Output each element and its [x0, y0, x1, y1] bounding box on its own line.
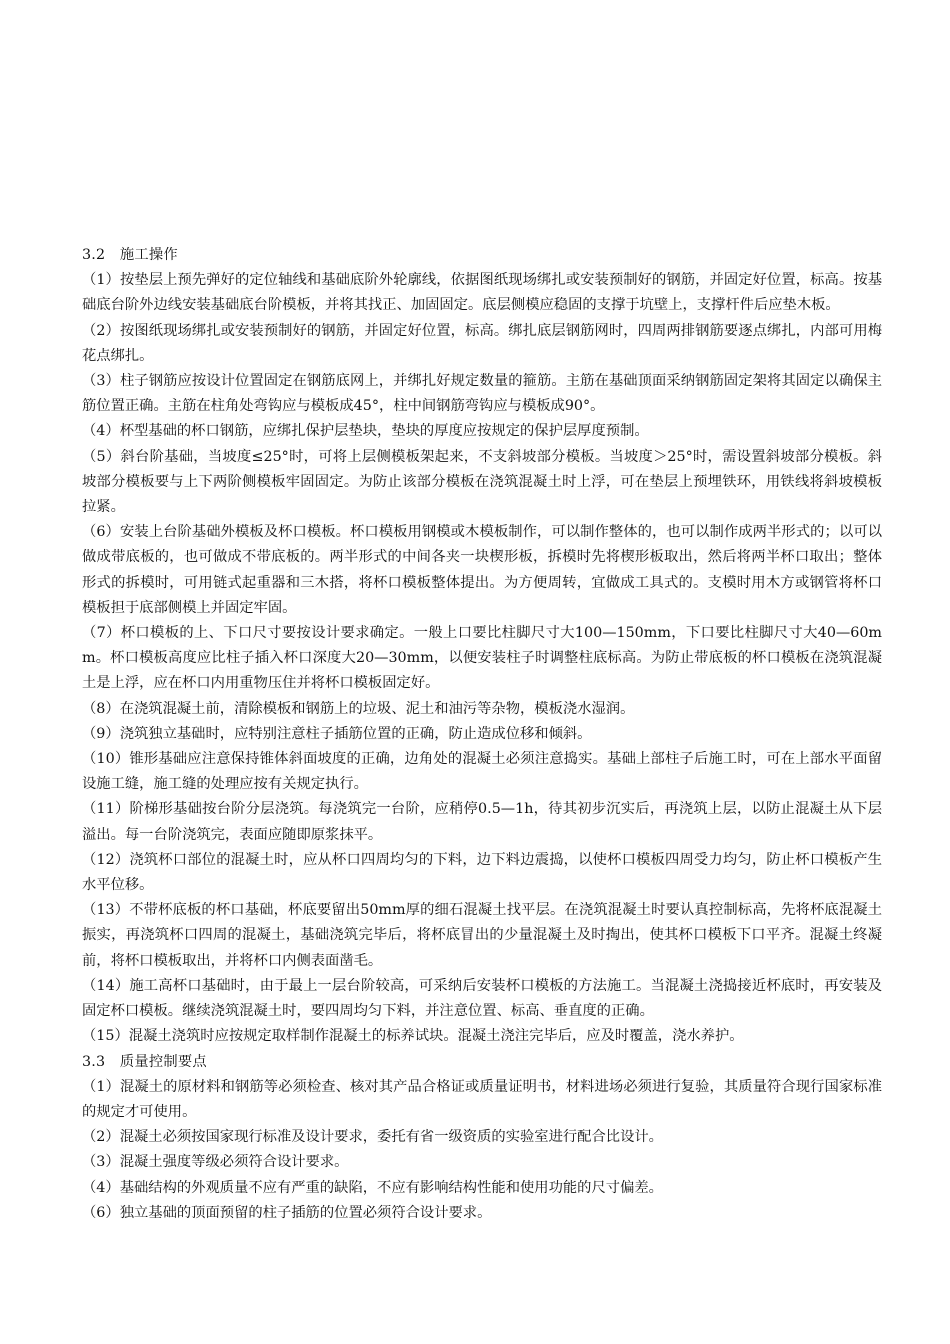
- paragraph-12: （12）浇筑杯口部位的混凝土时，应从杯口四周均匀的下料，边下料边震捣，以使杯口模板四周受力均匀，防止杯口模板产生水平位移。: [82, 851, 882, 894]
- paragraph-3: （3）柱子钢筋应按设计位置固定在钢筋底网上，并绑扎好规定数量的箍筋。主筋在基础顶面采纳钢筋固定架将其固定以确保主筋位置正确。主筋在柱角处弯钩应与模板成45°，柱中间钢筋弯钩应与模板成90°。: [82, 373, 882, 415]
- section-heading-quality-control: 3.3 质量控制要点: [82, 1053, 207, 1070]
- qc-paragraph-2: （2）混凝土必须按国家现行标准及设计要求，委托有省一级资质的实验室进行配合比设计。: [82, 1129, 663, 1146]
- paragraph-5: （5）斜台阶基础，当坡度≤25°时，可将上层侧模板架起来，不支斜坡部分模板。当坡度＞25°时，需设置斜坡部分模板。斜坡部分模板要与上下两阶侧模板牢固固定。为防止该部分模板在浇筑混凝土时上浮，可在垫层上预埋铁环，用铁线将斜坡模板拉紧。: [82, 448, 882, 516]
- paragraph-11: （11）阶梯形基础按台阶分层浇筑。每浇筑完一台阶，应稍停0.5—1h，待其初步沉实后，再浇筑上层，以防止混凝土从下层溢出。每一台阶浇筑完，表面应随即原浆抹平。: [82, 801, 882, 843]
- paragraph-10: （10）锥形基础应注意保持锥体斜面坡度的正确，边角处的混凝土必须注意捣实。基础上部柱子后施工时，可在上部水平面留设施工缝，施工缝的处理应按有关规定执行。: [82, 751, 882, 793]
- qc-paragraph-1: （1）混凝土的原材料和钢筋等必须检查、核对其产品合格证或质量证明书，材料进场必须进行复验，其质量符合现行国家标准的规定才可使用。: [82, 1078, 882, 1120]
- paragraph-6: （6）安装上台阶基础外模板及杯口模板。杯口模板用钢模或木模板制作，可以制作整体的，也可以制作成两半形式的；以可以做成带底板的，也可做成不带底板的。两半形式的中间各夹一块楔形板，拆模时先将楔形板取出，然后将两半杯口取出；整体形式的拆模时，可用链式起重器和三木搭，将杯口模板整体提出。为方便周转，宜做成工具式的。支模时用木方或钢管将杯口模板担于底部侧模上并固定牢固。: [82, 524, 882, 616]
- paragraph-2: （2）按图纸现场绑扎或安装预制好的钢筋，并固定好位置，标高。绑扎底层钢筋网时，四周两排钢筋要逐点绑扎，内部可用梅花点绑扎。: [82, 322, 882, 364]
- paragraph-14: （14）施工高杯口基础时，由于最上一层台阶较高，可采纳后安装杯口模板的方法施工。当混凝土浇捣接近杯底时，再安装及固定杯口模板。继续浇筑混凝土时，要四周均匀下料，并注意位置、标高、垂直度的正确。: [82, 977, 882, 1020]
- document-page: [82, 243, 882, 1226]
- paragraph-9: （9）浇筑独立基础时，应特别注意柱子插筋位置的正确，防止造成位移和倾斜。: [82, 725, 592, 742]
- paragraph-4: （4）杯型基础的杯口钢筋，应绑扎保护层垫块，垫块的厚度应按规定的保护层厚度预制。: [82, 423, 649, 440]
- section-heading-construction-operation: 3.2 施工操作: [82, 247, 178, 263]
- paragraph-15: （15）混凝土浇筑时应按规定取样制作混凝土的标养试块。混凝土浇注完毕后，应及时覆盖，浇水养护。: [82, 1028, 744, 1045]
- paragraph-13: （13）不带杯底板的杯口基础，杯底要留出50mm厚的细石混凝土找平层。在浇筑混凝土时要认真控制标高，先将杯底混凝土振实，再浇筑杯口四周的混凝土，基础浇筑完毕后，将杯底冒出的少量混凝土及时掏出，使其杯口模板下口平齐。混凝土终凝前，将杯口模板取出，并将杯口内侧表面凿毛。: [82, 902, 882, 969]
- qc-paragraph-3: （3）混凝土强度等级必须符合设计要求。: [82, 1154, 349, 1171]
- qc-paragraph-4: （4）基础结构的外观质量不应有严重的缺陷，不应有影响结构性能和使用功能的尺寸偏差。: [82, 1179, 663, 1196]
- paragraph-8: （8）在浇筑混凝土前，清除模板和钢筋上的垃圾、泥土和油污等杂物，模板浇水湿润。: [82, 700, 635, 717]
- paragraph-1: （1）按垫层上预先弹好的定位轴线和基础底阶外轮廓线，依据图纸现场绑扎或安装预制好的钢筋，并固定好位置，标高。按基础底台阶外边线安装基础底台阶模板，并将其找正、加固固定。底层侧模应稳固的支撑于坑壁上，支撑杆件后应垫木板。: [82, 272, 882, 314]
- qc-paragraph-6: （6）独立基础的顶面预留的柱子插筋的位置必须符合设计要求。: [82, 1204, 492, 1221]
- paragraph-7: （7）杯口模板的上、下口尺寸要按设计要求确定。一般上口要比柱脚尺寸大100—150mm，下口要比柱脚尺寸大40—60mm。杯口模板高度应比柱子插入杯口深度大20—30mm，以便安装柱子时调整柱底标高。为防止带底板的杯口模板在浇筑混凝土是上浮，应在杯口内用重物压住并将杯口模板固定好。: [82, 625, 882, 692]
